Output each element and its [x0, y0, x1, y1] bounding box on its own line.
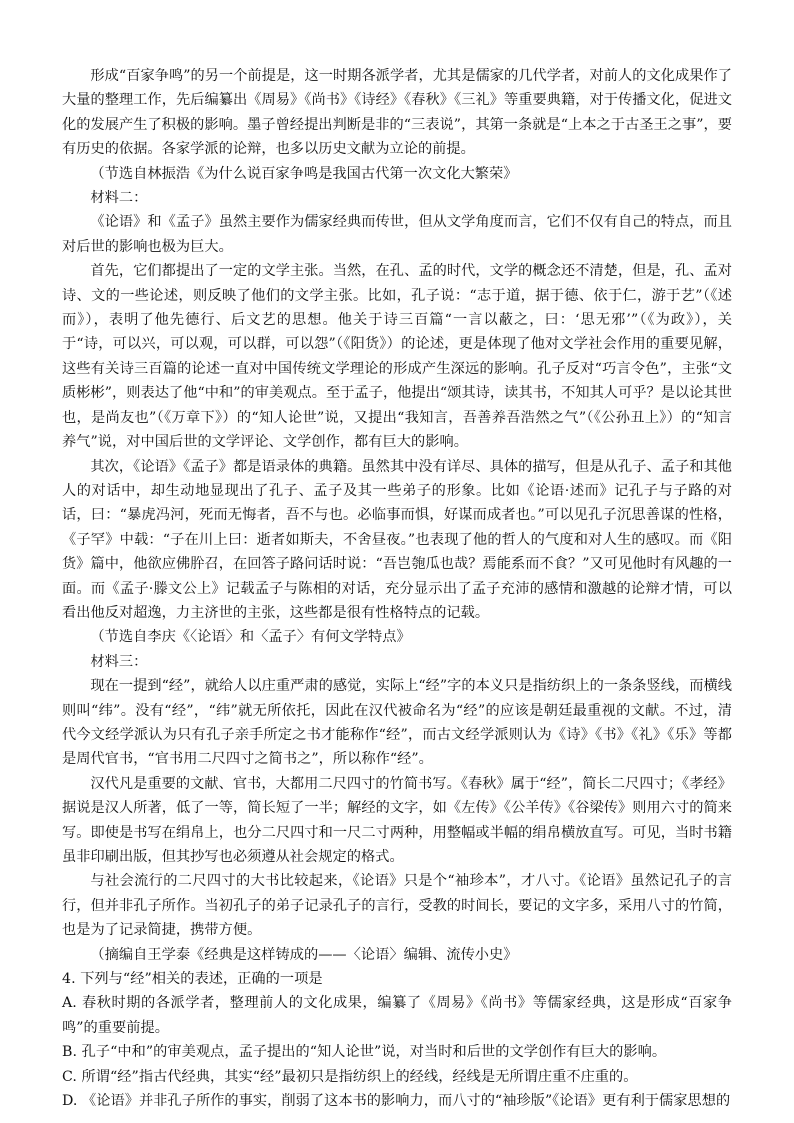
material3-paragraph-3: 与社会流行的二尺四寸的大书比较起来，《论语》只是个“袖珍本”，才八寸。《论语》虽然记孔子的言行，但并非孔子所作。当初孔子的弟子记录孔子的言行，受教的时间长，要记的文字多，采用八寸的竹简，也是为了记录简捷，携带方便。 — [62, 873, 732, 939]
material2-heading: 材料二： — [90, 190, 148, 207]
material3-paragraph-2: 汉代凡是重要的文献、官书，大都用二尺四寸的竹简书写。《春秋》属于“经”，简长二尺四寸；《孝经》据说是汉人所著，低了一等，简长短了一半；解经的文字，如《左传》《公羊传》《谷梁传》则用六寸的简来写。即使是书写在绢帛上，也分二尺四寸和一尺二寸两种，用整幅或半幅的绢帛横放直写。可见，当时书籍虽非印刷出版，但其抄写也必须遵从社会规定的格式。 — [62, 775, 732, 865]
material1-source: （节选自林振浩《为什么说百家争鸣是我国古代第一次文化大繁荣》 — [90, 165, 518, 182]
material3-source: （摘编自王学泰《经典是这样铸成的——〈论语〉编辑、流传小史》 — [90, 946, 518, 963]
material2-paragraph-2: 首先，它们都提出了一定的文学主张。当然，在孔、孟的时代，文学的概念还不清楚，但是，孔、孟对诗、文的一些论述，则反映了他们的文学主张。比如，孔子说：“志于道，据于德、依于仁，游于艺”（《述而》），表明了他先德行、后文艺的思想。他关于诗三百篇“一言以蔽之，曰：‘思无邪’”（《为政》），关于“诗，可以兴，可以观，可以群，可以怨”（《阳货》）的论述，更是体现了他对文学社会作用的重要见解，这些有关诗三百篇的论述一直对中国传统文学理论的形成产生深远的影响。孔子反对“巧言令色”，主张“文质彬彬”，则表达了他“中和”的审美观点。至于孟子，他提出“颂其诗，读其书，不知其人可乎？是以论其世也，是尚友也”（《万章下》）的“知人论世”说，又提出“我知言，吾善养吾浩然之气”（《公孙丑上》）的“知言养气”说，对中国后世的文学评论、文学创作，都有巨大的影响。 — [62, 263, 732, 451]
material3-heading: 材料三： — [90, 653, 148, 670]
material2-paragraph-3: 其次，《论语》《孟子》都是语录体的典籍。虽然其中没有详尽、具体的描写，但是从孔子、孟子和其他人的对话中，却生动地显现出了孔子、孟子及其一些弟子的形象。比如《论语·述而》记孔子与子路的对话，曰：“暴虎冯河，死而无悔者，吾不与也。必临事而惧，好谋而成者也。”可以见孔子沉思善谋的性格，《子罕》中载：“子在川上曰：逝者如斯夫，不舍昼夜。”也表现了他的哲人的气度和对人生的感叹。而《阳货》篇中，他欲应佛肸召，在回答子路问话时说：“吾岂匏瓜也哉？焉能系而不食？”又可见他时有风趣的一面。而《孟子·滕文公上》记载孟子与陈相的对话，充分显示出了孟子充沛的感情和激越的论辩才情，可以看出他反对超逸，力主济世的主张，这些都是很有性格特点的记载。 — [62, 458, 732, 621]
question-4-option-b: B. 孔子“中和”的审美观点，孟子提出的“知人论世”说，对当时和后世的文学创作有巨大的影响。 — [62, 1044, 667, 1061]
material2-paragraph-1: 《论语》和《孟子》虽然主要作为儒家经典而传世，但从文学角度而言，它们不仅有自己的特点，而且对后世的影响也极为巨大。 — [62, 214, 732, 255]
question-4-stem: 4. 下列与“经”相关的表述，正确的一项是 — [62, 971, 323, 988]
material3-paragraph-1: 现在一提到“经”，就给人以庄重严肃的感觉，实际上“经”字的本义只是指纺织上的一条条竖线，而横线则叫“纬”。没有“经”，“纬”就无所依托，因此在汉代被命名为“经”的应该是朝廷最重视的文献。不过，清代今文经学派认为只有孔子亲手所定之书才能称作“经”，而古文经学派则认为《诗》《书》《礼》《乐》等都是周代官书，“官书用二尺四寸之简书之”，所以称作“经”。 — [62, 678, 732, 768]
question-4-option-d: D. 《论语》并非孔子所作的事实，削弱了这本书的影响力，而八寸的“袖珍版”《论语》更有利于儒家思想的 — [62, 1093, 731, 1110]
question-4-option-a: A. 春秋时期的各派学者，整理前人的文化成果，编纂了《周易》《尚书》等儒家经典，这是形成“百家争鸣”的重要前提。 — [62, 995, 732, 1036]
question-4-option-c: C. 所谓“经”指古代经典，其实“经”最初只是指纺织上的经线，经线是无所谓庄重不庄重的。 — [62, 1068, 638, 1085]
material1-paragraph: 形成“百家争鸣”的另一个前提是，这一时期各派学者，尤其是儒家的几代学者，对前人的文化成果作了大量的整理工作，先后编纂出《周易》《尚书》《诗经》《春秋》《三礼》等重要典籍，对于传播文化，促进文化的发展产生了积极的影响。墨子曾经提出判断是非的“三表说”，其第一条就是“上本之于古圣王之事”，要有历史的依据。各家学派的论辩，也多以历史文献为立论的前提。 — [62, 68, 732, 158]
material2-source: （节选自李庆《〈论语〉和〈孟子〉有何文学特点》 — [90, 629, 411, 646]
